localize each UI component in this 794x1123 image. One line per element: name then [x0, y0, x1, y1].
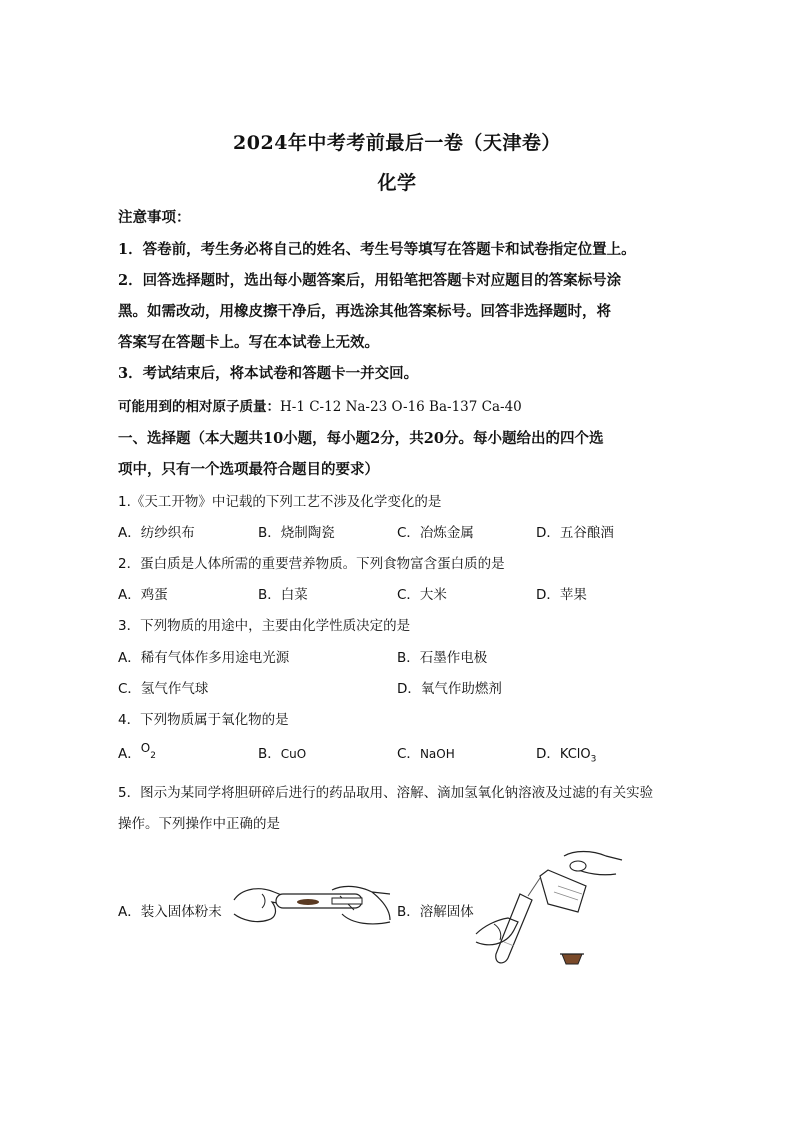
formula: NaOH	[419, 747, 455, 761]
notice-item-2-line-1: 2．回答选择题时，选出每小题答案后，用铅笔把答题卡对应题目的答案标号涂	[118, 272, 622, 289]
atomic-masses	[118, 395, 522, 415]
exam-title: 2024年中考考前最后一卷（天津卷）	[233, 132, 561, 154]
atomic-masses-label: 可能用到的相对原子质量：	[118, 399, 280, 415]
notice-heading: 注意事项：	[118, 209, 191, 226]
atomic-masses-values: H-1 C-12 Na-23 O-16 Ba-137 Ca-40	[280, 399, 522, 415]
dissolving-solid-illustration	[474, 846, 624, 970]
question-2-option-a: A．鸡蛋	[118, 587, 168, 603]
question-1-option-a: A．纺纱织布	[118, 525, 195, 541]
section-1-heading-line-1: 一、选择题（本大题共10小题，每小题2分，共20分。每小题给出的四个选	[118, 430, 604, 447]
test-tube-powder-illustration	[232, 880, 392, 930]
notice-item-3: 3．考试结束后，将本试卷和答题卡一并交回。	[118, 365, 419, 382]
question-2-option-d: D．苹果	[536, 587, 587, 603]
question-2-option-c: C．大米	[397, 587, 447, 603]
question-4-option-d	[536, 742, 596, 765]
question-3-option-d: D．氧气作助燃剂	[397, 681, 502, 697]
notice-item-1: 1．答卷前，考生务必将自己的姓名、考生号等填写在答题卡和试卷指定位置上。	[118, 241, 636, 258]
notice-item-2-line-2: 黑。如需改动，用橡皮擦干净后，再选涂其他答案标号。回答非选择题时，将	[118, 303, 611, 320]
option-label: D．	[536, 746, 560, 762]
formula: KClO	[559, 747, 591, 762]
notice-item-2-line-3: 答案写在答题卡上。写在本试卷上无效。	[118, 334, 379, 351]
formula: O	[140, 741, 151, 755]
question-3-option-a: A．稀有气体作多用途电光源	[118, 650, 290, 666]
formula: CuO	[280, 747, 307, 761]
option-label: B．	[258, 746, 281, 762]
question-4-stem: 4．下列物质属于氧化物的是	[118, 712, 289, 728]
formula-subscript: 2	[150, 750, 156, 761]
formula-subscript: 3	[590, 754, 597, 765]
option-label: C．	[397, 746, 420, 762]
question-5-stem-line-1: 5．图示为某同学将胆研碎后进行的药品取用、溶解、滴加氢氧化钠溶液及过滤的有关实验	[118, 785, 654, 801]
question-2-stem: 2．蛋白质是人体所需的重要营养物质。下列食物富含蛋白质的是	[118, 556, 505, 572]
question-4-option-b	[258, 742, 306, 762]
question-3-option-c: C．氢气作气球	[118, 681, 209, 697]
section-1-heading-line-2: 项中，只有一个选项最符合题目的要求）	[118, 461, 379, 478]
question-5-stem-line-2: 操作。下列操作中正确的是	[118, 816, 280, 832]
question-4-option-a	[118, 742, 156, 765]
question-1-option-b: B．烧制陶瓷	[258, 525, 335, 541]
question-1-option-c: C．冶炼金属	[397, 525, 474, 541]
question-3-stem: 3．下列物质的用途中，主要由化学性质决定的是	[118, 618, 411, 634]
subject-title: 化学	[377, 172, 417, 194]
question-1-option-d: D．五谷酿酒	[536, 525, 614, 541]
question-4-option-c	[397, 742, 455, 762]
question-3-option-b: B．石墨作电极	[397, 650, 488, 666]
question-5-option-b-label: B．溶解固体	[397, 904, 474, 920]
question-5-option-a-label: A．装入固体粉末	[118, 904, 222, 920]
option-label: A．	[118, 746, 141, 762]
question-1-stem: 1.《天工开物》中记载的下列工艺不涉及化学变化的是	[118, 494, 442, 510]
question-2-option-b: B．白菜	[258, 587, 308, 603]
